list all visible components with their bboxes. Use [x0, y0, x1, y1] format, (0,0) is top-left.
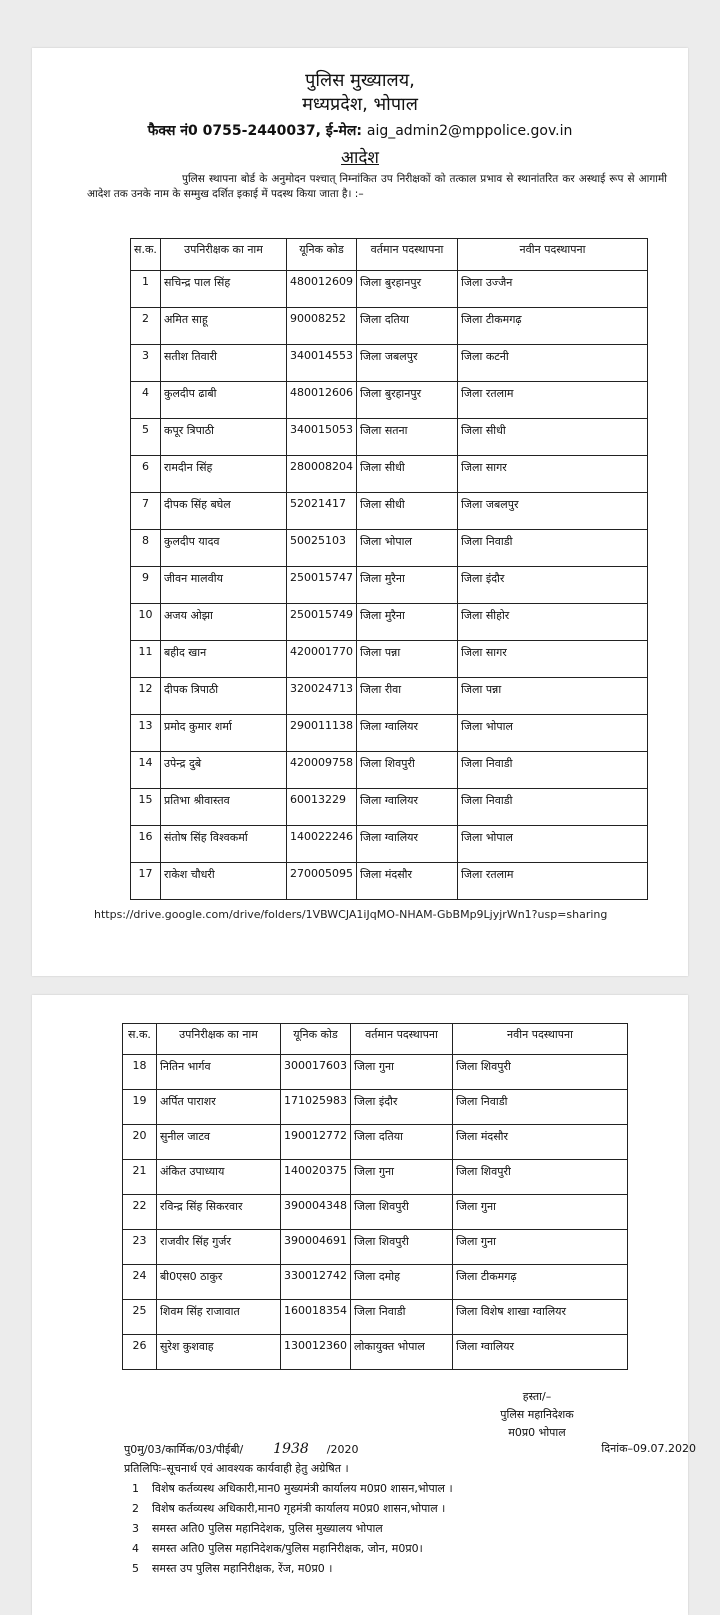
serial-cell: 11	[131, 641, 161, 678]
serial-cell: 16	[131, 826, 161, 863]
table-row	[131, 271, 648, 308]
copy-item	[132, 1539, 453, 1559]
signature-block	[462, 1388, 612, 1442]
table-row	[131, 345, 648, 382]
copy-item-text: विशेष कर्तव्यस्थ अधिकारी,मान0 मुख्यमंत्री कार्यालय म0प्र0 शासन,भोपाल ।	[152, 1482, 453, 1495]
current-posting-cell: जिला दतिया	[357, 308, 458, 345]
current-posting-cell: जिला ग्वालियर	[357, 826, 458, 863]
serial-cell: 20	[123, 1125, 157, 1160]
table-row	[123, 1055, 628, 1090]
column-header: वर्तमान पदस्थापना	[357, 239, 458, 271]
new-posting-cell: जिला रतलाम	[458, 863, 648, 900]
officer-name-cell: बी0एस0 ठाकुर	[157, 1265, 281, 1300]
table-row	[123, 1230, 628, 1265]
new-posting-cell: जिला टीकमगढ़	[453, 1265, 628, 1300]
transfer-table-part-2	[122, 1023, 628, 1370]
column-header: नवीन पदस्थापना	[458, 239, 648, 271]
new-posting-cell: जिला निवाडी	[458, 530, 648, 567]
current-posting-cell: जिला शिवपुरी	[357, 752, 458, 789]
serial-cell: 26	[123, 1335, 157, 1370]
unique-code-cell: 60013229	[287, 789, 357, 826]
signature-mark: हस्ता/–	[522, 1390, 552, 1403]
current-posting-cell: लोकायुक्त भोपाल	[351, 1335, 453, 1370]
new-posting-cell: जिला पन्ना	[458, 678, 648, 715]
serial-cell: 10	[131, 604, 161, 641]
officer-name-cell: प्रतिभा श्रीवास्तव	[161, 789, 287, 826]
current-posting-cell: जिला दतिया	[351, 1125, 453, 1160]
officer-name-cell: प्रमोद कुमार शर्मा	[161, 715, 287, 752]
serial-cell: 23	[123, 1230, 157, 1265]
reference-line	[124, 1441, 359, 1457]
new-posting-cell: जिला निवाडी	[458, 789, 648, 826]
new-posting-cell: जिला मंदसौर	[453, 1125, 628, 1160]
current-posting-cell: जिला रीवा	[357, 678, 458, 715]
new-posting-cell: जिला सीधी	[458, 419, 648, 456]
contact-prefix: फैक्स नं0 0755-2440037, ई-मेल:	[147, 123, 367, 139]
officer-name-cell: कपूर त्रिपाठी	[161, 419, 287, 456]
officer-name-cell: सचिन्द्र पाल सिंह	[161, 271, 287, 308]
document-page-1	[32, 48, 688, 976]
current-posting-cell: जिला सीधी	[357, 493, 458, 530]
current-posting-cell: जिला मंदसौर	[357, 863, 458, 900]
serial-cell: 13	[131, 715, 161, 752]
serial-cell: 8	[131, 530, 161, 567]
officer-name-cell: नितिन भार्गव	[157, 1055, 281, 1090]
new-posting-cell: जिला टीकमगढ़	[458, 308, 648, 345]
signatory-office: म0प्र0 भोपाल	[508, 1426, 566, 1439]
officer-name-cell: अर्पित पाराशर	[157, 1090, 281, 1125]
serial-cell: 14	[131, 752, 161, 789]
unique-code-cell: 250015747	[287, 567, 357, 604]
copy-item	[132, 1499, 453, 1519]
current-posting-cell: जिला पन्ना	[357, 641, 458, 678]
transfer-table-part-1	[130, 238, 648, 900]
contact-line	[32, 122, 688, 140]
table-header	[131, 239, 648, 271]
new-posting-cell: जिला ग्वालियर	[453, 1335, 628, 1370]
officer-name-cell: सुरेश कुशवाह	[157, 1335, 281, 1370]
column-header: वर्तमान पदस्थापना	[351, 1024, 453, 1055]
new-posting-cell: जिला जबलपुर	[458, 493, 648, 530]
new-posting-cell: जिला शिवपुरी	[453, 1055, 628, 1090]
officer-name-cell: कुलदीप यादव	[161, 530, 287, 567]
reference-number: 1938	[273, 1441, 309, 1457]
order-date: दिनांक–09.07.2020	[601, 1442, 696, 1455]
table-body	[123, 1055, 628, 1370]
officer-name-cell: अमित साहू	[161, 308, 287, 345]
document-page-2	[32, 995, 696, 1615]
table-row	[123, 1125, 628, 1160]
current-posting-cell: जिला गुना	[351, 1160, 453, 1195]
current-posting-cell: जिला दमोह	[351, 1265, 453, 1300]
table-row	[131, 493, 648, 530]
serial-cell: 4	[131, 382, 161, 419]
new-posting-cell: जिला कटनी	[458, 345, 648, 382]
officer-name-cell: राजवीर सिंह गुर्जर	[157, 1230, 281, 1265]
current-posting-cell: जिला मुरैना	[357, 604, 458, 641]
unique-code-cell: 340015053	[287, 419, 357, 456]
officer-name-cell: जीवन मालवीय	[161, 567, 287, 604]
table-row	[131, 752, 648, 789]
unique-code-cell: 300017603	[281, 1055, 351, 1090]
current-posting-cell: जिला इंदौर	[351, 1090, 453, 1125]
new-posting-cell: जिला सागर	[458, 456, 648, 493]
serial-cell: 3	[131, 345, 161, 382]
unique-code-cell: 480012609	[287, 271, 357, 308]
serial-cell: 17	[131, 863, 161, 900]
unique-code-cell: 250015749	[287, 604, 357, 641]
new-posting-cell: जिला भोपाल	[458, 715, 648, 752]
column-header: यूनिक कोड	[287, 239, 357, 271]
unique-code-cell: 90008252	[287, 308, 357, 345]
unique-code-cell: 420009758	[287, 752, 357, 789]
serial-cell: 15	[131, 789, 161, 826]
unique-code-cell: 160018354	[281, 1300, 351, 1335]
unique-code-cell: 50025103	[287, 530, 357, 567]
officer-name-cell: अंकित उपाध्याय	[157, 1160, 281, 1195]
serial-cell: 21	[123, 1160, 157, 1195]
new-posting-cell: जिला विशेष शाखा ग्वालियर	[453, 1300, 628, 1335]
unique-code-cell: 290011138	[287, 715, 357, 752]
copy-item-number: 3	[132, 1522, 139, 1535]
unique-code-cell: 280008204	[287, 456, 357, 493]
table-row	[123, 1195, 628, 1230]
officer-name-cell: रविन्द्र सिंह सिकरवार	[157, 1195, 281, 1230]
new-posting-cell: जिला सीहोर	[458, 604, 648, 641]
unique-code-cell: 390004348	[281, 1195, 351, 1230]
copy-item-number: 1	[132, 1482, 139, 1495]
unique-code-cell: 130012360	[281, 1335, 351, 1370]
unique-code-cell: 140020375	[281, 1160, 351, 1195]
new-posting-cell: जिला गुना	[453, 1195, 628, 1230]
table-row	[131, 308, 648, 345]
officer-name-cell: शिवम सिंह राजावात	[157, 1300, 281, 1335]
current-posting-cell: जिला बुरहानपुर	[357, 382, 458, 419]
current-posting-cell: जिला सीधी	[357, 456, 458, 493]
new-posting-cell: जिला गुना	[453, 1230, 628, 1265]
serial-cell: 1	[131, 271, 161, 308]
serial-cell: 2	[131, 308, 161, 345]
new-posting-cell: जिला निवाडी	[458, 752, 648, 789]
officer-name-cell: उपेन्द्र दुबे	[161, 752, 287, 789]
unique-code-cell: 171025983	[281, 1090, 351, 1125]
table-row	[131, 567, 648, 604]
current-posting-cell: जिला गुना	[351, 1055, 453, 1090]
new-posting-cell: जिला उज्जैन	[458, 271, 648, 308]
copy-heading: प्रतिलिपिः–सूचनार्थ एवं आवश्यक कार्यवाही हेतु अग्रेषित ।	[124, 1462, 349, 1475]
officer-name-cell: बहीद खान	[161, 641, 287, 678]
serial-cell: 25	[123, 1300, 157, 1335]
table-row	[123, 1160, 628, 1195]
table-row	[123, 1300, 628, 1335]
unique-code-cell: 390004691	[281, 1230, 351, 1265]
table-row	[131, 641, 648, 678]
unique-code-cell: 270005095	[287, 863, 357, 900]
copy-item-number: 4	[132, 1542, 139, 1555]
column-header: उपनिरीक्षक का नाम	[157, 1024, 281, 1055]
current-posting-cell: जिला ग्वालियर	[357, 715, 458, 752]
officer-name-cell: रामदीन सिंह	[161, 456, 287, 493]
current-posting-cell: जिला निवाडी	[351, 1300, 453, 1335]
table-body	[131, 271, 648, 900]
table-row	[131, 419, 648, 456]
column-header: नवीन पदस्थापना	[453, 1024, 628, 1055]
new-posting-cell: जिला शिवपुरी	[453, 1160, 628, 1195]
unique-code-cell: 320024713	[287, 678, 357, 715]
current-posting-cell: जिला शिवपुरी	[351, 1195, 453, 1230]
order-title: आदेश	[341, 148, 379, 168]
column-header: उपनिरीक्षक का नाम	[161, 239, 287, 271]
serial-cell: 22	[123, 1195, 157, 1230]
current-posting-cell: जिला भोपाल	[357, 530, 458, 567]
table-row	[131, 789, 648, 826]
copy-item-text: समस्त उप पुलिस महानिरीक्षक, रेंज, म0प्र0 ।	[152, 1562, 333, 1575]
copy-item-text: समस्त अति0 पुलिस महानिदेशक, पुलिस मुख्यालय भोपाल	[152, 1522, 383, 1535]
serial-cell: 5	[131, 419, 161, 456]
officer-name-cell: कुलदीप ढाबी	[161, 382, 287, 419]
table-row	[123, 1265, 628, 1300]
copy-list	[132, 1479, 453, 1579]
current-posting-cell: जिला बुरहानपुर	[357, 271, 458, 308]
unique-code-cell: 190012772	[281, 1125, 351, 1160]
copy-item-text: विशेष कर्तव्यस्थ अधिकारी,मान0 गृहमंत्री कार्यालय म0प्र0 शासन,भोपाल ।	[152, 1502, 446, 1515]
current-posting-cell: जिला मुरैना	[357, 567, 458, 604]
current-posting-cell: जिला ग्वालियर	[357, 789, 458, 826]
officer-name-cell: सतीश तिवारी	[161, 345, 287, 382]
office-title: पुलिस मुख्यालय,	[305, 70, 415, 91]
table-row	[131, 604, 648, 641]
new-posting-cell: जिला रतलाम	[458, 382, 648, 419]
serial-cell: 9	[131, 567, 161, 604]
unique-code-cell: 140022246	[287, 826, 357, 863]
unique-code-cell: 480012606	[287, 382, 357, 419]
table-row	[131, 382, 648, 419]
serial-cell: 19	[123, 1090, 157, 1125]
copy-item-number: 2	[132, 1502, 139, 1515]
email-address: aig_admin2@mppolice.gov.in	[366, 123, 573, 139]
copy-item	[132, 1519, 453, 1539]
unique-code-cell: 52021417	[287, 493, 357, 530]
unique-code-cell: 330012742	[281, 1265, 351, 1300]
unique-code-cell: 340014553	[287, 345, 357, 382]
table-row	[131, 530, 648, 567]
table-row	[131, 456, 648, 493]
signatory-designation: पुलिस महानिदेशक	[500, 1408, 574, 1421]
current-posting-cell: जिला शिवपुरी	[351, 1230, 453, 1265]
officer-name-cell: सुनील जाटव	[157, 1125, 281, 1160]
table-row	[131, 715, 648, 752]
officer-name-cell: राकेश चौधरी	[161, 863, 287, 900]
reference-year: /2020	[326, 1443, 359, 1456]
current-posting-cell: जिला सतना	[357, 419, 458, 456]
table-row	[131, 863, 648, 900]
reference-prefix: पु0मु/03/कार्मिक/03/पीईबी/	[124, 1443, 244, 1456]
table-row	[123, 1335, 628, 1370]
new-posting-cell: जिला निवाडी	[453, 1090, 628, 1125]
table-header	[123, 1024, 628, 1055]
office-city: मध्यप्रदेश, भोपाल	[302, 94, 418, 115]
officer-name-cell: संतोष सिंह विश्वकर्मा	[161, 826, 287, 863]
new-posting-cell: जिला सागर	[458, 641, 648, 678]
column-header: स.क.	[131, 239, 161, 271]
table-row	[123, 1090, 628, 1125]
serial-cell: 7	[131, 493, 161, 530]
column-header: स.क.	[123, 1024, 157, 1055]
serial-cell: 18	[123, 1055, 157, 1090]
order-intro: पुलिस स्थापना बोर्ड के अनुमोदन पश्चात् निम्नांकित उप निरीक्षकों को तत्काल प्रभाव से स्थानांतरित कर अस्थाई रूप से आगामी आदेश तक उनके नाम के सम्मुख दर्शित इकाई में पदस्थ किया जाता है। :–	[87, 173, 667, 200]
officer-name-cell: दीपक सिंह बघेल	[161, 493, 287, 530]
copy-item	[132, 1479, 453, 1499]
copy-item	[132, 1559, 453, 1579]
current-posting-cell: जिला जबलपुर	[357, 345, 458, 382]
drive-link-text: https://drive.google.com/drive/folders/1VBWCJA1iJqMO-NHAM-GbBMp9LjyjrWn1?usp=sharing	[94, 908, 608, 921]
officer-name-cell: दीपक त्रिपाठी	[161, 678, 287, 715]
column-header: यूनिक कोड	[281, 1024, 351, 1055]
copy-item-number: 5	[132, 1562, 139, 1575]
new-posting-cell: जिला भोपाल	[458, 826, 648, 863]
serial-cell: 24	[123, 1265, 157, 1300]
new-posting-cell: जिला इंदौर	[458, 567, 648, 604]
serial-cell: 12	[131, 678, 161, 715]
copy-item-text: समस्त अति0 पुलिस महानिदेशक/पुलिस महानिरीक्षक, जोन, म0प्र0।	[152, 1542, 423, 1555]
unique-code-cell: 420001770	[287, 641, 357, 678]
table-row	[131, 678, 648, 715]
table-row	[131, 826, 648, 863]
officer-name-cell: अजय ओझा	[161, 604, 287, 641]
serial-cell: 6	[131, 456, 161, 493]
